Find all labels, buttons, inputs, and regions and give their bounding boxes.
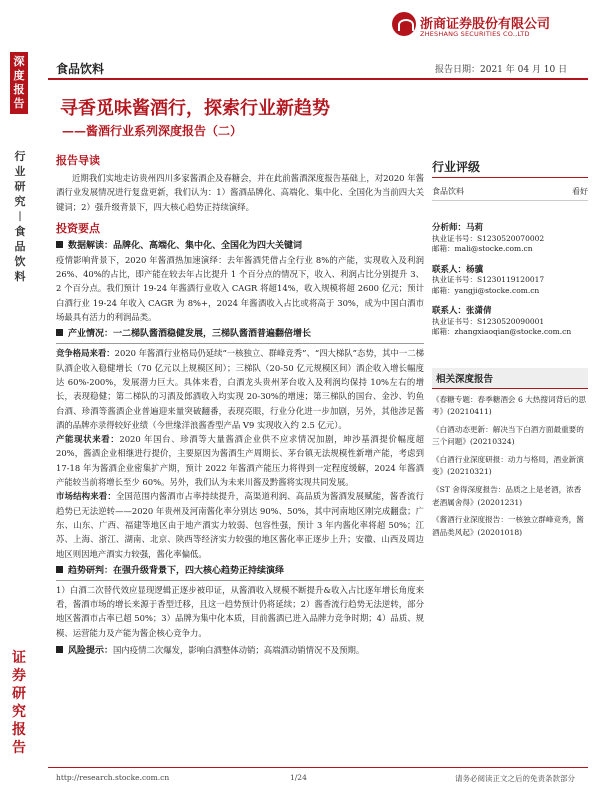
related-reports-list <box>432 394 588 540</box>
analyst-name: 杨骥 <box>466 264 484 275</box>
rail-char: 告 <box>12 740 26 756</box>
related-report-item[interactable]: 《白酒行业深度研报：动力与格局，酒业新演变》(20210321) <box>432 454 584 477</box>
footer-divider <box>48 767 588 768</box>
para-lead: 市场结构来看： <box>56 491 116 502</box>
analyst-card <box>432 306 588 338</box>
footer-url[interactable]: http://research.stocke.com.cn <box>56 773 170 782</box>
right-column <box>432 158 588 539</box>
analyst-role: 联系人： <box>432 264 467 275</box>
square-bullet-icon <box>56 646 63 653</box>
report-subtitle: ——酱酒行业系列深度报告（二） <box>62 124 243 138</box>
rail-char: 行 <box>14 150 26 163</box>
rating-row <box>432 186 588 201</box>
bullet-trend <box>56 564 424 578</box>
analyst-role: 分析师： <box>432 223 467 233</box>
rail-char: 研 <box>12 686 26 702</box>
rating-heading: 行业评级 <box>432 158 588 178</box>
bullet-data-text: 疫情影响背景下，2020 年酱酒热加速演绎：去年酱酒凭借占全行业 8%的产能，实现收入及利润 26%、40%的占比，即产能在较去年占比提升 1 个百分点的情况下，收入、利润占比分别提升 3、2 个百分点。我们预计 19-24 年酱酒行业收入 CAGR 将超14%，收入规模将超 2600 亿元；预计白酒行业 19-24 年收入 CAGR 为 8%+，2024 年酱酒收入占比或将高于 30%，成为中国白酒市场最具有活力的利润品类。 <box>56 254 424 323</box>
bullet-industry <box>56 327 424 341</box>
bullet-data <box>56 239 424 253</box>
points-heading: 投资要点 <box>56 221 100 235</box>
analyst-name: 马莉 <box>466 223 484 233</box>
analyst-cert: 执业证书号：S1230520070002 <box>432 233 545 243</box>
para-body: 2020 年酱酒行业格局仍延续“一核独立、群峰竞秀”、“四大梯队”态势，其中一二梯队酒企收入稳健增长（70 亿元以上规模区间）；三梯队（20-50 亿元规模区间）酒企收入增长幅度达 60%-200%，发展潜力巨大。具体来看，白酒龙头贵州茅台收入及利润均保持 10%左右的增长，表现稳健；第二梯队的习酒及郎酒收入均实现 20-30%的增速；第三梯队的国台、金沙、钓鱼台酒、珍酒等酱酒企业普遍迎来量突破翻番，表现亮眼，行业分化进一步加剧，另外，其他涉足酱酒的品牌亦录得较好业绩（今世缘洋浪酱香型产品 V9 实现收入约 2.5 亿元）。 <box>56 348 424 430</box>
rating-sector: 食品饮料 <box>432 187 464 196</box>
company-name-cn: 浙商证券股份有限公司 <box>420 17 551 32</box>
competition-paragraph <box>56 346 424 432</box>
rail-char: 品 <box>14 240 26 253</box>
guide-paragraph: 近期我们实地走访贵州四川多家酱酒企及春糖会，并在此前酱酒深度报告基础上，对2020 年酱酒行业发展情况进行复盘更新，我们认为：1）酱酒品牌化、高端化、集中化、全国化为当前四大关键词；2）强升级背景下，四大核心趋势正持续演绎。 <box>56 173 424 212</box>
square-bullet-icon <box>56 241 63 248</box>
analyst-list <box>432 223 588 338</box>
capacity-paragraph <box>56 432 424 489</box>
guide-heading: 报告导读 <box>56 154 100 167</box>
rail-char: 业 <box>14 165 26 178</box>
bullet-title: 产业情况：一二梯队酱酒稳健发展，三梯队酱酒普遍翻倍增长 <box>68 329 312 340</box>
rail-char: 饮 <box>14 255 26 268</box>
report-type-tab: 深度报告 <box>10 52 28 114</box>
report-date: 报告日期：2021 年 04 月 10 日 <box>435 65 568 75</box>
rail-char: 料 <box>14 270 26 283</box>
main-column <box>56 152 424 658</box>
rail-char: 研 <box>14 180 26 193</box>
footer-disclaimer: 请务必阅读正文之后的免责条款部分 <box>455 774 575 783</box>
para-lead: 竞争格局来看： <box>56 348 115 359</box>
bullet-title: 风险提示： <box>68 646 114 657</box>
para-body: 全国范围内酱酒市占率持续提升，高渠道利润、高品质为酱酒发展赋能，酱香流行趋势已无法逆转——2020 年贵州及河南酱化率分别达 90%、50%，其中河南地区刚完成翻盘；广东、山东、广西、福建等地区由于地产酒实力较弱、包容性强，预计 3 年内酱化率将超 50%；江苏、上海、浙江、湖南、北京、陕西等经济实力较强的地区酱化率正逐步上升；安徽、山西及周边地区则因地产酒实力较强，酱化率偏低。 <box>56 491 424 559</box>
related-report-item[interactable]: 《白酒动态更新：解决当下白酒方面最重要的三个问题》(20210324) <box>432 424 584 447</box>
related-report-item[interactable]: 《酱酒行业深度报告：一核独立群峰竞秀，酱酒品类风起》(20201018) <box>432 515 584 537</box>
analyst-email[interactable]: 邮箱：zhangxiaoqian@stocke.com.cn <box>432 327 572 336</box>
sector-label: 食品饮料 <box>56 62 105 76</box>
trend-paragraph: 1）白酒二次替代效应显现逻辑正逐步被印证，从酱酒收入规模不断提升&收入占比逐年增长角度来看，酱酒市场的增长来源于香型迁移，且这一趋势预计仍将延续；2）酱香流行趋势无法逆转，部分地区酱酒市占率已超 50%；3）品牌为集中化本质，目前酱酒已进入品牌力竞争时期；4）品质、规模、运营能力及产能为酱企核心竞争力。 <box>56 584 424 638</box>
analyst-card <box>432 265 588 297</box>
bullet-title: 趋势研判：在强升级背景下，四大核心趋势正持续演绎 <box>68 565 285 576</box>
rail-char: 究 <box>14 195 26 208</box>
market-paragraph <box>56 489 424 560</box>
bullet-title: 数据解读：品牌化、高端化、集中化、全国化为四大关键词 <box>68 240 303 251</box>
risk-text: 国内疫情二次爆发，影响白酒整体动销；高端酒动销情况不及预期。 <box>113 645 365 656</box>
logo-mark-icon <box>392 12 416 36</box>
bullet-risk <box>56 643 424 658</box>
para-body: 2020 年国台、珍酒等大量酱酒企业供不应求情况加剧，坤沙基酒提价幅度超 20%，酱酒企业相继进行提价，主要原因为酱酒生产周期长、茅台镇无法规模性新增产能，考虑到 17-18 年为酱酒企业密集扩产期，预计 2022 年酱酒产能压力将得到一定程度缓解，2024 年酱酒产能较当前将增长至少 60%。另外，我们认为未来川酱及黔酱将实现共同发展。 <box>56 434 424 488</box>
header-divider <box>48 78 588 80</box>
analyst-name: 张潇倩 <box>466 306 492 316</box>
side-rail <box>0 0 38 800</box>
analyst-email[interactable]: 邮箱：yangji@stocke.com.cn <box>432 285 540 295</box>
rail-char: ︱ <box>14 210 26 223</box>
report-title: 寻香觅味酱酒行，探索行业新趋势 <box>60 98 330 119</box>
company-name-en: ZHESHANG SECURITIES CO.,LTD <box>420 30 530 38</box>
page-number: 1/24 <box>290 773 307 782</box>
rail-char: 报 <box>12 722 26 738</box>
analyst-cert: 执业证书号：S1230119120017 <box>432 275 545 284</box>
analyst-cert: 执业证书号：S1230520090001 <box>432 316 545 326</box>
analyst-email[interactable]: 邮箱：mali@stocke.com.cn <box>432 244 533 253</box>
related-reports-heading: 相关深度报告 <box>432 368 588 389</box>
rail-char: 证 <box>12 650 26 666</box>
divider <box>56 343 424 344</box>
related-report-item[interactable]: 《ST 舍得深度报告：品质之上是老酒，浓香老酒属舍得》(20201231) <box>432 485 582 507</box>
square-bullet-icon <box>56 566 63 573</box>
rail-char: 券 <box>12 668 26 684</box>
analyst-role: 联系人： <box>432 306 467 316</box>
rating-value: 看好 <box>572 187 588 196</box>
divider <box>56 580 424 581</box>
square-bullet-icon <box>56 329 63 336</box>
para-lead: 产能现状来看： <box>56 434 120 445</box>
related-report-item[interactable]: 《春糖专题：春季糖酒会 6 大热搜词背后的思考》(20210411) <box>432 394 586 417</box>
rail-char: 食 <box>14 225 26 238</box>
rail-char: 究 <box>12 704 26 720</box>
analyst-card <box>432 223 588 255</box>
